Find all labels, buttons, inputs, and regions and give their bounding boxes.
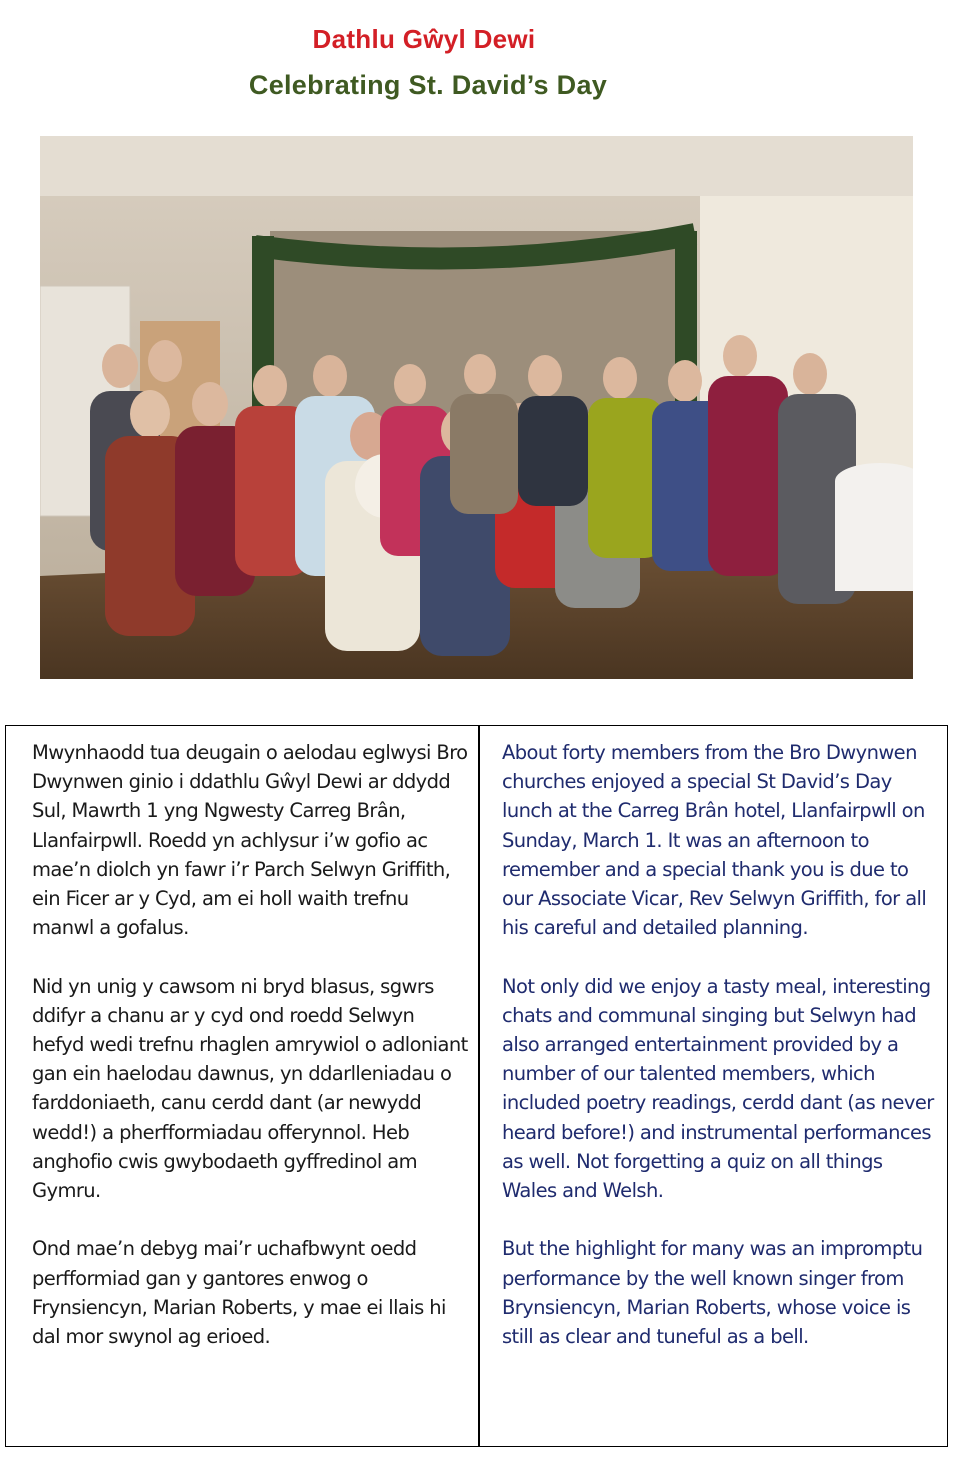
english-paragraph-2: Not only did we enjoy a tasty meal, interesting chats and communal singing but Selwyn had also arranged entertainment provided by a number of our talented members, which included poetry readings, cerdd dant (as never heard before!) and instrumental performances as well. Not forgetting a quiz on all things Wales and Welsh.	[502, 974, 934, 1203]
column-divider	[478, 726, 480, 1446]
welsh-column	[32, 738, 468, 1380]
title-welsh: Dathlu Gŵyl Dewi	[312, 24, 536, 54]
ceiling	[40, 136, 913, 196]
welsh-paragraph-3: Ond mae’n debyg mai’r uchafbwynt oedd perfformiad gan y gantores enwog o Frynsiencyn, Marian Roberts, y mae ei llais hi dal mor swynol ag erioed.	[32, 1237, 446, 1349]
english-paragraph-3: But the highlight for many was an impromptu performance by the well known singer from Brynsiencyn, Marian Roberts, whose voice is still as clear and tuneful as a bell.	[502, 1237, 923, 1349]
bilingual-text-panel	[5, 725, 948, 1447]
title-english: Celebrating St. David’s Day	[248, 70, 608, 100]
table-right	[835, 463, 913, 591]
welsh-paragraph-2: Nid yn unig y cawsom ni bryd blasus, sgwrs ddifyr a chanu ar y cyd ond roedd Selwyn hefyd wedi trefnu rhaglen amrywiol o adloniant gan ein haelodau dawnus, yn ddarlleniadau o farddoniaeth, canu cerdd dant (ar newydd wedd!) a pherfformiadau offerynnol. Heb anghofio cwis gwybodaeth gyffredinol am Gymru.	[32, 974, 468, 1203]
english-paragraph-1: About forty members from the Bro Dwynwen churches enjoyed a special St David’s Day lunch at the Carreg Brân hotel, Llanfairpwll on Sunday, March 1. It was an afternoon to remember and a special thank you is due to our Associate Vicar, Rev Selwyn Griffith, for all his careful and detailed planning.	[502, 741, 927, 940]
welsh-paragraph-1: Mwynhaodd tua deugain o aelodau eglwysi Bro Dwynwen ginio i ddathlu Gŵyl Dewi ar ddydd Sul, Mawrth 1 yng Ngwesty Carreg Brân, Llanfairpwll. Roedd yn achlysur i’w gofio ac mae’n diolch yn fawr i’r Parch Selwyn Griffith, ein Ficer ar y Cyd, am ei holl waith trefnu manwl a gofalus.	[32, 741, 468, 940]
group-photo	[40, 136, 913, 679]
english-column	[502, 738, 942, 1380]
